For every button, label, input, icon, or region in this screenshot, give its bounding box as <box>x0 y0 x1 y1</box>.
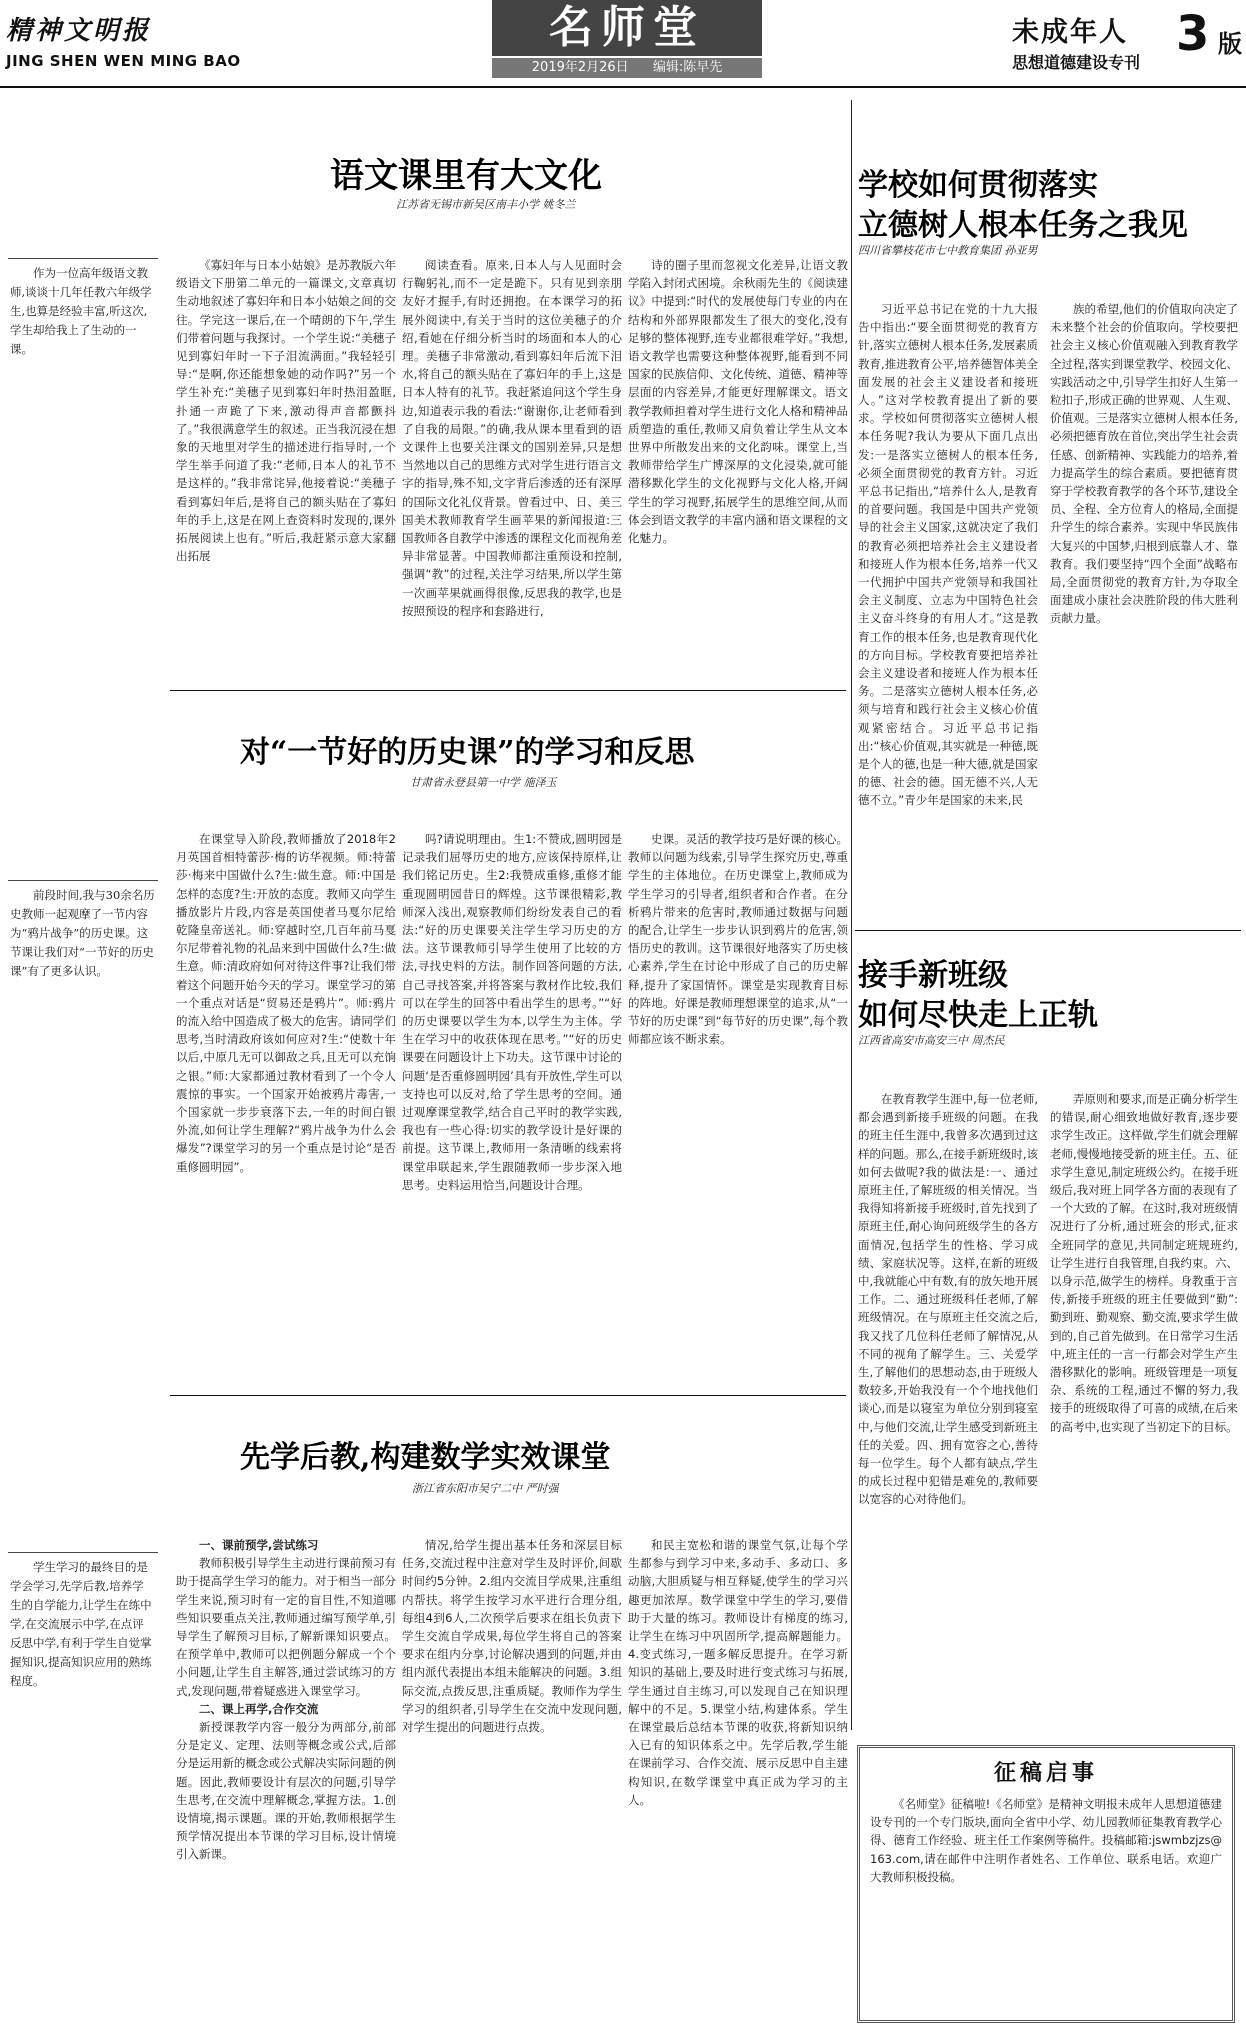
section-rule <box>170 690 846 691</box>
sidebar-rule <box>8 258 158 259</box>
newspaper-logo: 精神文明报 <box>6 16 152 46</box>
page-number: 3 <box>1176 6 1210 62</box>
page-word: 版 <box>1218 30 1242 58</box>
article-paragraph: 和民主宽松和谐的课堂气氛,让每个学生都参与到学习中来,多动手、多动口、多动脑,大胆质疑与相互释疑,使学生的学习兴趣更加浓厚。数学课堂中学生的学习,要借助于大量的练习。教师设计有梯度的练习,让学生在练习中巩固所学,提高解题能力。4.变式练习,一题多解反思提升。在学习新知识的基础上,要及时进行变式练习与拓展,学生通过自主练习,可以发现自己在知识理解中的不足。5.课堂小结,构建体系。学生在课堂最后总结本节课的收获,将新知识纳入已有的知识体系之中。先学后教,学生能在课前学习、合作交流、展示反思中自主建构知识,在数学课堂中真正成为学习的主人。 <box>628 1538 848 1807</box>
article-column <box>1050 300 1238 910</box>
article-column <box>176 256 396 666</box>
article-headline: 语文课里有大文化 <box>330 156 602 196</box>
sidebar-rule <box>8 880 158 881</box>
article-column <box>628 1536 848 2026</box>
article-headline: 先学后教,构建数学实效课堂 <box>240 1440 611 1475</box>
supplement-title: 未成年人 <box>1012 17 1128 48</box>
article-headline: 接手新班级 <box>858 958 1008 993</box>
article-paragraph: 弄原则和要求,而是正确分析学生的错误,耐心细致地做好教育,逐步要求学生改正。这样做,学生们就会理解老师,慢慢地接受新的班主任。五、征求学生意见,制定班级公约。在接手班级后,我对班上同学各方面的表现有了一个大致的了解。在这时,我对班级情况进行了分析,通过班会的形式,征求全班同学的意见,共同制定班规班约,让学生进行自我管理,自我约束。六、以身示范,做学生的榜样。身教重于言传,新接手班级的班主任要做到“勤”:勤到班、勤观察、勤交流,要求学生做到的,自己首先做到。在日常学习生活中,班主任的一言一行都会对学生产生潜移默化的影响。班级管理是一项复杂、系统的工程,通过不懈的努力,我接手的班级取得了可喜的成绩,在后来的高考中,也实现了当初定下的目标。 <box>1050 1092 1238 1434</box>
article-paragraph: 情况,给学生提出基本任务和深层目标任务,交流过程中注意对学生及时评价,间歇时间约5分钟。2.组内交流目学成果,注重组内帮扶。将学生按学习水平进行合理分组,每组4到6人,二次预学后要求在组长负责下学生交流自学成果,每位学生将自己的答案要求在组内分享,讨论解决遇到的问题,并由组内派代表提出本组未能解决的问题。3.组际交流,点拨反思,注重质疑。教师作为学生学习的组织者,引导学生在交流中发现问题,对学生提出的问题进行点拨。 <box>402 1538 622 1735</box>
article-headline: 对“一节好的历史课”的学习和反思 <box>240 735 695 770</box>
article-headline: 学校如何贯彻落实 <box>858 168 1098 203</box>
article-paragraph: 史课。灵活的教学技巧是好课的核心。教师以问题为线索,引导学生探究历史,尊重学生的主体地位。在历史课堂上,教师成为学生学习的引导者,组织者和合作者。在分析鸦片带来的危害时,教师通过数据与问题的配合,让学生一步步认识到鸦片的危害,领悟历史的教训。这节课很好地落实了历史核心素养,学生在讨论中形成了自己的历史解释,提升了家国情怀。课堂是实现教育目标的阵地。好课是教师理想课堂的追求,从“一节好的历史课”到“每节好的历史课”,每个教师都应该不断求索。 <box>628 832 848 1047</box>
article-column <box>176 830 396 1370</box>
newspaper-pinyin: JING SHEN WEN MING BAO <box>6 52 241 70</box>
article-subhead: 二、课上再学,合作交流 <box>199 1701 319 1716</box>
section-title: 名师堂 <box>549 2 705 53</box>
article-headline-line-2: 立德树人根本任务之我见 <box>858 208 1188 243</box>
article-column <box>402 830 622 1370</box>
article-byline: 浙江省东阳市吴宁二中 严时强 <box>412 1482 559 1495</box>
issue-meta <box>492 58 762 78</box>
article-paragraph: 《名师堂》征稿啦!《名师堂》是精神文明报未成年人思想道德建设专刊的一个专门版块,面向全省中小学、幼儿园教师征集教育教学心得、德育工作经验、班主任工作案例等稿件。投稿邮箱:jswmbzjzs@163.com,请在邮件中注明作者姓名、工作单位、联系电话。欢迎广大教师积极投稿。 <box>870 1797 1222 1884</box>
article-column <box>402 256 622 666</box>
article-paragraph: 教师积极引导学生主动进行课前预习有助于提高学生学习的能力。对于相当一部分学生来说,预习时有一定的盲目性,不知道哪些知识要重点关注,教师通过编写预学单,引导学生了解预习目标,了解新课知识要点。在预学单中,教师可以把例题分解成一个个小问题,让学生自主解答,通过尝试练习的方式,发现问题,带着疑惑进入课堂学习。 <box>176 1556 396 1698</box>
column-divider <box>851 100 852 1730</box>
article-column <box>1050 1090 1238 1730</box>
article-column <box>176 1536 396 2026</box>
article-paragraph: 诗的圈子里而忽视文化差异,让语文教学陷入封闭式困境。余秋雨先生的《阅读建议》中提到:“时代的发展使每门专业的内在结构和外部界限都发生了很大的变化,没有足够的整体视野,连专业都很难学好。”我想,语文教学也需要这种整体视野,能看到不同国家的民族信仰、文化传统、道德、精神等层面的内容差异,才能更好理解课文。语文教学教师担着对学生进行文化人格和精神品质塑造的重任,教师又肩负着让学生从文本世界中所散发出来的文化韵味。课堂上,当教师带给学生广博深厚的文化浸染,就可能潜移默化学生的文化视野与文化人格,开阔学生的学习视野,拓展学生的思维空间,从而体会到语文教学的丰富内涵和语文课程的文化魅力。 <box>628 258 848 546</box>
article-byline: 江苏省无锡市新吴区南丰小学 姚冬兰 <box>396 198 576 211</box>
masthead <box>0 0 1246 88</box>
article-column <box>628 830 848 1370</box>
article-byline: 江西省高安市高安三中 周杰民 <box>858 1034 1005 1047</box>
article-byline: 四川省攀枝花市七中教育集团 孙亚男 <box>858 244 1038 257</box>
article-paragraph: 阅读查看。原来,日本人与人见面时会行鞠躬礼,而不一定是跪下。只有见到亲朋友好才握手,有时还拥抱。在本课学习的拓展外阅读中,有关于当时的这位美穗子的介绍,看她在仔细分析当时的场面和本人的心理。美穗子非常激动,看到寡妇年后流下泪水,将自己的额头贴在了寡妇年的手上,这是日本人特有的礼节。我赶紧追问这个学生身边,知道表示我的看法:“谢谢你,让老师看到了自我的局限。”的确,我从课本里看到的语文课件上也要关注课文的国别差异,只是想当然地以自己的思维方式对学生进行语言文字的指导,殊不知,文字背后渗透的还有深厚的国际文化礼仪背景。曾看过中、日、美三国美术教师教育学生画苹果的新闻报道:三国教师各自教学中渗透的课程文化而视角差异非常显著。中国教师都注重预设和控制,强调“教”的过程,关注学习结果,所以学生第一次画苹果就画得很像,反思我的教学,也是按照预设的程序和套路进行, <box>402 258 622 618</box>
call-for-papers-title: 征稿启事 <box>993 1761 1098 1786</box>
article-paragraph: 新授课教学内容一般分为两部分,前部分是定义、定理、法则等概念或公式,后部分是运用新的概念或公式解决实际问题的例题。因此,教师要设计有层次的问题,引导学生思考,在交流中理解概念,掌握方法。1.创设情境,揭示课题。课的开始,教师根据学生预学情况提出本节课的学习目标,设计情境引入新课。 <box>176 1720 396 1862</box>
article-paragraph: 在教育教学生涯中,每一位老师,都会遇到新接手班级的问题。在我的班主任生涯中,我曾多次遇到过这样的问题。那么,在接手新班级时,该如何去做呢?我的做法是:一、通过原班主任,了解班级的相关情况。当我得知将新接手班级时,首先找到了原班主任,耐心询问班级学生的各方面情况,包括学生的性格、学习成绩、家庭状况等。这样,在新的班级中,我就能心中有数,有的放矢地开展工作。二、通过班级科任老师,了解班级情况。在与原班主任交流之后,我又找了几位科任老师了解情况,从不同的视角了解学生。三、关爱学生,了解他们的思想动态,由于班级人数较多,开始我没有一个个地找他们谈心,而是以寝室为单位分别到寝室中,与他们交流,让学生感受到新班主任的关爱。四、拥有宽容之心,善待每一位学生。每个人都有缺点,学生的成长过程中犯错是难免的,教师要以宽容的心对待他们。 <box>858 1092 1038 1507</box>
article-subhead: 一、课前预学,尝试练习 <box>199 1538 319 1552</box>
article-column <box>628 256 848 666</box>
section-rule <box>855 930 1241 931</box>
sidebar-rule <box>8 1552 158 1553</box>
article-paragraph: 在课堂导入阶段,教师播放了2018年2月英国首相特蕾莎·梅的访华视频。师:特蕾莎·梅来中国做什么?生:做生意。师:中国是怎样的态度?生:开放的态度。教师又向学生播放影片片段,内容是英国使者马戛尔尼给乾隆皇帝送礼。师:穿越时空,几百年前马戛尔尼带着礼物的礼品来到中国做什么?生:做生意。师:清政府如何对待这件事?让我们带着这个问题开始今天的学习。课堂学习的第一个重点对话是“贸易还是鸦片”。师:鸦片的流入给中国造成了极大的危害。请同学们思考,当时清政府该如何应对?生:“使数十年以后,中原几无可以御敌之兵,且无可以充饷之银。”师:大家都通过教材看到了一个令人震惊的事实。一个国家开始被鸦片毒害,一个国家就一步步衰落下去,一年的时间白银外流,如何让学生理解?“鸦片战争为什么会爆发”?课堂学习的另一个重点是讨论“是否重修圆明园”。 <box>176 832 396 1174</box>
sidebar-note-1: 作为一位高年级语文教师,谈谈十几年任教六年级学生,也算是经验丰富,听这次,学生却给我上了生动的一课。 <box>10 266 152 356</box>
section-rule <box>170 1395 846 1396</box>
article-column <box>858 1090 1038 1730</box>
sidebar-note-2: 前段时间,我与30余名历史教师一起观摩了一节内容为“鸦片战争”的历史课。这节课让我们对“一节好的历史课”有了更多认识。 <box>10 888 155 978</box>
editor-credit: 编辑:陈早先 <box>652 60 723 75</box>
sidebar-note-3: 学生学习的最终目的是学会学习,先学后教,培养学生的自学能力,让学生在练中学,在交流展示中学,在点评反思中学,有利于学生自觉掌握知识,提高知识应用的熟练程度。 <box>10 1560 152 1688</box>
article-byline: 甘肃省永登县第一中学 施泽玉 <box>410 776 557 789</box>
article-paragraph: 族的希望,他们的价值取向决定了未来整个社会的价值取向。学校要把社会主义核心价值观融入到教育教学全过程,落实到课堂教学、校园文化、实践活动之中,引导学生扣好人生第一粒扣子,形成正确的世界观、人生观、价值观。三是落实立德树人根本任务,必须把德育放在首位,突出学生社会责任感、创新精神、实践能力的培养,着力提高学生的综合素质。要把德育贯穿于学校教育教学的各个环节,建设全员、全程、全方位育人的格局,全面提升学生的综合素养。实现中华民族伟大复兴的中国梦,归根到底靠人才、靠教育。我们要坚持“四个全面”战略布局,全面贯彻党的教育方针,为夺取全面建成小康社会决胜阶段的伟大胜利贡献力量。 <box>1050 302 1238 626</box>
article-column <box>858 300 1038 910</box>
article-headline-line-2: 如何尽快走上正轨 <box>858 998 1098 1033</box>
article-column <box>402 1536 622 2026</box>
supplement-subtitle: 思想道德建设专刊 <box>1012 53 1141 72</box>
call-for-papers-body <box>870 1795 1222 2010</box>
masthead-rule <box>0 86 1246 88</box>
article-paragraph: 吗?请说明理由。生1:不赞成,圆明园是记录我们屈辱历史的地方,应该保持原样,让我们铭记历史。生2:我赞成重修,重修才能重现圆明园昔日的辉煌。这节课很精彩,教师深入浅出,观察教师们纷纷发表自己的看法:“好的历史课要关注学生学习历史的方法。这节课教师引导学生使用了比较的方法,寻找史料的方法。制作回答问题的方法,自己寻找答案,并将答案与教材作比较,我们可以在学生的回答中看出学生的思考。”“好的历史课要以学生为本,以学生为主体。学生在学习中的收获体现在思考。”“好的历史课要在问题设计上下功夫。这节课中讨论的问题‘是否重修圆明园’具有开放性,学生可以支持也可以反对,给了学生思考的空间。通过观摩课堂教学,结合自己平时的教学实践,我也有一些心得:切实的教学设计是好课的前提。这节课上,教师用一条清晰的线索将课堂串联起来,学生跟随教师一步步深入地思考。史料运用恰当,问题设计合理。 <box>402 832 622 1192</box>
article-paragraph: 习近平总书记在党的十九大报告中指出:“要全面贯彻党的教育方针,落实立德树人根本任务,发展素质教育,推进教育公平,培养德智体美全面发展的社会主义建设者和接班人。”这对学校教育提出了新的要求。学校如何贯彻落实立德树人根本任务呢?我认为要从下面几点出发:一是落实立德树人的根本任务,必须全面贯彻党的教育方针。习近平总书记指出,“培养什么人,是教育的首要问题。我国是中国共产党领导的社会主义国家,这就决定了我们的教育必须把培养社会主义建设者和接班人作为根本任务,培养一代又一代拥护中国共产党领导和我国社会主义制度、立志为中国特色社会主义奋斗终身的有用人才。”这是教育工作的根本任务,也是教育现代化的方向目标。学校教育要把培养社会主义建设者和接班人作为根本任务。二是落实立德树人根本任务,必须与培育和践行社会主义核心价值观紧密结合。习近平总书记指出:“核心价值观,其实就是一种德,既是个人的德,也是一种大德,就是国家的德、社会的德。国无德不兴,人无德不立。”青少年是国家的未来,民 <box>858 302 1038 808</box>
issue-date: 2019年2月26日 <box>531 60 629 75</box>
article-paragraph: 《寡妇年与日本小姑娘》是苏教版六年级语文下册第二单元的一篇课文,文章真切生动地叙述了寡妇年和日本小姑娘之间的交往。学完这一课后,在一个晴朗的下午,学生们带着问题与我探讨。一个学生说:“美穗子见到寡妇年时一下子泪流满面。”我轻轻引导:“是啊,你还能想象她的动作吗?”另一个学生补充:“美穗子见到寡妇年时热泪盈眶,扑通一声跪了下来,激动得声音都颤抖了。”我很满意学生的叙述。正当我沉浸在想象的天地里对学生的描述进行指导时,一个学生举手问道了我:“老师,日本人的礼节不是这样的。”我非常诧异,他接着说:“美穗子看到寡妇年后,是将自己的额头贴在了寡妇年的手上,这是在网上查资料时发现的,课外拓展阅读上也有。”听后,我赶紧示意大家翻出拓展 <box>176 258 396 564</box>
